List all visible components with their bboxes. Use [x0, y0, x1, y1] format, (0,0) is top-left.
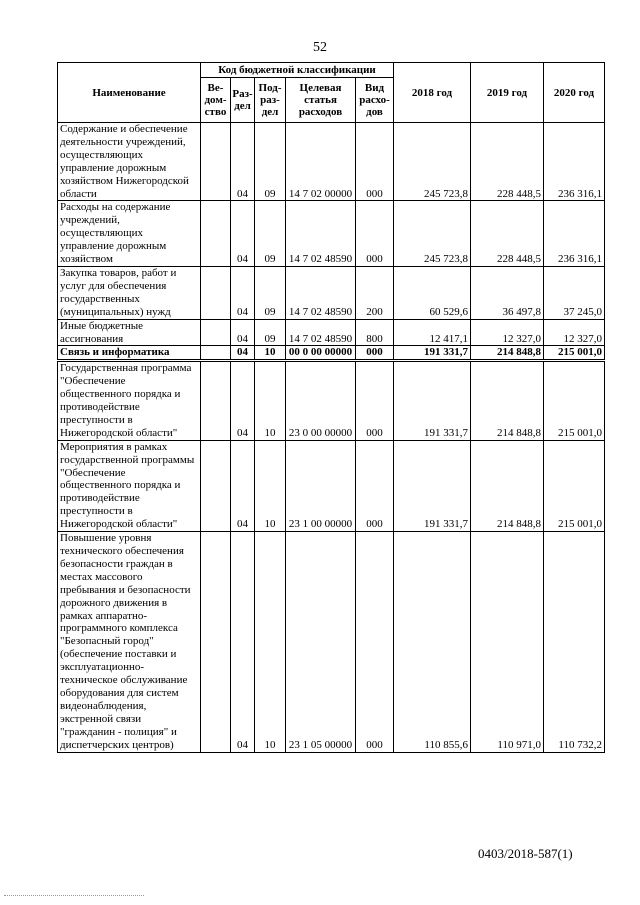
row-2018: 191 331,7	[394, 346, 471, 361]
row-ved	[201, 361, 231, 440]
row-2020: 215 001,0	[544, 361, 605, 440]
row-vid: 000	[356, 532, 394, 752]
header-name: Наименование	[58, 63, 201, 123]
row-ved	[201, 532, 231, 752]
row-razdel: 04	[231, 440, 255, 531]
row-2020: 236 316,1	[544, 201, 605, 267]
row-target: 14 7 02 48590	[286, 266, 356, 319]
row-podrazdel: 09	[255, 123, 286, 201]
row-target: 23 1 00 00000	[286, 440, 356, 531]
row-razdel: 04	[231, 361, 255, 440]
row-podrazdel: 09	[255, 266, 286, 319]
row-podrazdel: 10	[255, 346, 286, 361]
row-name: Расходы на содержание учреждений, осуществляющих управление дорожным хозяйством	[58, 201, 201, 267]
row-2019: 214 848,8	[471, 346, 544, 361]
header-vedomstvo: Ве-дом-ство	[201, 78, 231, 123]
row-name: Содержание и обеспечение деятельности учреждений, осуществляющих управление дорожным хозяйством Нижегородской области	[58, 123, 201, 201]
table-row	[58, 361, 605, 440]
row-name: Иные бюджетные ассигнования	[58, 319, 201, 346]
row-target: 00 0 00 00000	[286, 346, 356, 361]
row-ved	[201, 346, 231, 361]
document-code: 0403/2018-587(1)	[478, 846, 573, 861]
row-2019: 36 497,8	[471, 266, 544, 319]
row-2020: 37 245,0	[544, 266, 605, 319]
row-2020: 215 001,0	[544, 346, 605, 361]
row-2020: 236 316,1	[544, 123, 605, 201]
table-row-section	[58, 346, 605, 361]
row-target: 14 7 02 48590	[286, 201, 356, 267]
row-2018: 245 723,8	[394, 201, 471, 267]
row-ved	[201, 201, 231, 267]
row-2018: 60 529,6	[394, 266, 471, 319]
row-target: 23 1 05 00000	[286, 532, 356, 752]
row-2018: 110 855,6	[394, 532, 471, 752]
scan-edge-mark	[4, 895, 144, 900]
row-2019: 12 327,0	[471, 319, 544, 346]
header-vid: Вид расхо-дов	[356, 78, 394, 123]
row-target: 14 7 02 00000	[286, 123, 356, 201]
header-2020: 2020 год	[544, 63, 605, 123]
row-2018: 191 331,7	[394, 361, 471, 440]
row-razdel: 04	[231, 266, 255, 319]
header-classification-group: Код бюджетной классификации	[201, 63, 394, 78]
row-razdel: 04	[231, 346, 255, 361]
row-name: Повышение уровня технического обеспечения безопасности граждан в местах массового пребывания и безопасности дорожного движения в рамках аппаратно-программного комплекса "Безопасный город" (обеспечение поставки и эксплуатационно-техническое обслуживание оборудования для систем видеонаблюдения, экстренной связи "гражданин - полиция" и диспетчерских центров)	[58, 532, 201, 752]
row-vid: 000	[356, 201, 394, 267]
row-2019: 110 971,0	[471, 532, 544, 752]
row-2019: 214 848,8	[471, 440, 544, 531]
budget-table	[57, 62, 605, 753]
row-podrazdel: 09	[255, 201, 286, 267]
row-podrazdel: 10	[255, 532, 286, 752]
section-name: Связь и информатика	[58, 346, 201, 361]
row-2020: 12 327,0	[544, 319, 605, 346]
row-target: 14 7 02 48590	[286, 319, 356, 346]
header-2019: 2019 год	[471, 63, 544, 123]
row-ved	[201, 319, 231, 346]
row-razdel: 04	[231, 201, 255, 267]
row-name: Закупка товаров, работ и услуг для обеспечения государственных (муниципальных) нужд	[58, 266, 201, 319]
row-podrazdel: 10	[255, 440, 286, 531]
row-vid: 000	[356, 123, 394, 201]
row-vid: 200	[356, 266, 394, 319]
row-target: 23 0 00 00000	[286, 361, 356, 440]
table-row	[58, 532, 605, 752]
row-podrazdel: 10	[255, 361, 286, 440]
row-name: Государственная программа "Обеспечение общественного порядка и противодействие преступности в Нижегородской области"	[58, 361, 201, 440]
row-2020: 110 732,2	[544, 532, 605, 752]
row-ved	[201, 440, 231, 531]
table-row	[58, 266, 605, 319]
table-row	[58, 319, 605, 346]
row-2018: 245 723,8	[394, 123, 471, 201]
header-razdel: Раз-дел	[231, 78, 255, 123]
row-vid: 000	[356, 440, 394, 531]
row-razdel: 04	[231, 319, 255, 346]
row-vid: 000	[356, 361, 394, 440]
header-target: Целевая статья расходов	[286, 78, 356, 123]
header-podrazdel: Под-раз-дел	[255, 78, 286, 123]
row-2020: 215 001,0	[544, 440, 605, 531]
row-razdel: 04	[231, 123, 255, 201]
table-row	[58, 440, 605, 531]
row-podrazdel: 09	[255, 319, 286, 346]
row-vid: 000	[356, 346, 394, 361]
page-number: 52	[313, 40, 327, 55]
table-row	[58, 201, 605, 267]
row-2018: 12 417,1	[394, 319, 471, 346]
row-razdel: 04	[231, 532, 255, 752]
row-2019: 228 448,5	[471, 123, 544, 201]
row-2019: 228 448,5	[471, 201, 544, 267]
row-2018: 191 331,7	[394, 440, 471, 531]
row-vid: 800	[356, 319, 394, 346]
table-row	[58, 123, 605, 201]
header-2018: 2018 год	[394, 63, 471, 123]
row-2019: 214 848,8	[471, 361, 544, 440]
row-ved	[201, 123, 231, 201]
row-ved	[201, 266, 231, 319]
row-name: Мероприятия в рамках государственной программы "Обеспечение общественного порядка и противодействие преступности в Нижегородской области"	[58, 440, 201, 531]
